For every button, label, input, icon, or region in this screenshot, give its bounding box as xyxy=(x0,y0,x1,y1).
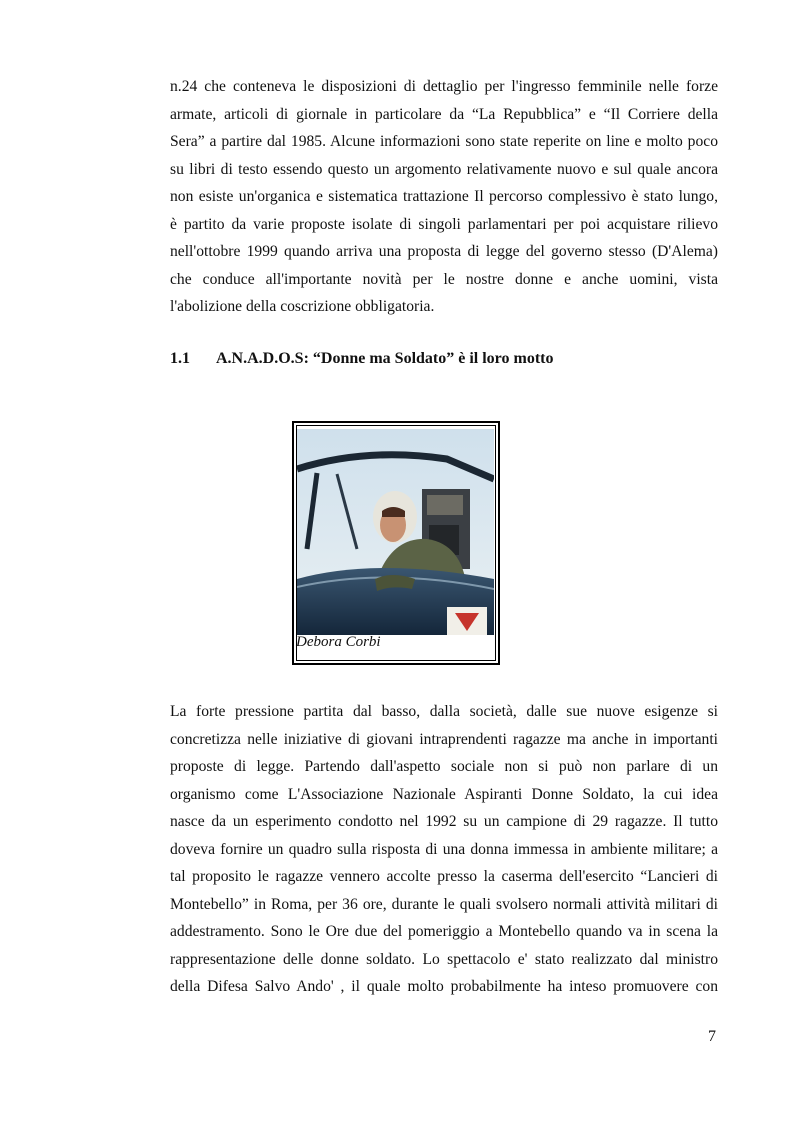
paragraph-line: concretizza nelle iniziative di giovani intraprendenti ragazze ma anche in importanti xyxy=(170,730,718,748)
paragraph-line: è partito da varie proposte isolate di singoli parlamentari per poi acquistare rilievo xyxy=(170,215,718,233)
body-paragraph xyxy=(170,698,718,1001)
paragraph-line: rappresentazione delle donne soldato. Lo spettacolo e' stato realizzato dal ministro xyxy=(170,950,718,968)
intro-paragraph xyxy=(170,73,718,321)
paragraph-line: n.24 che conteneva le disposizioni di dettaglio per l'ingresso femminile nelle forze xyxy=(170,78,718,95)
paragraph-line: Montebello” in Roma, per 36 ore, durante le quali svolsero normali attività militari di xyxy=(170,895,718,913)
paragraph-line: addestramento. Sono le Ore due del pomeriggio a Montebello quando va in scena la xyxy=(170,923,718,940)
section-heading xyxy=(170,350,553,368)
paragraph-line: della Difesa Salvo Ando' , il quale molto probabilmente ha inteso promuovere con xyxy=(170,978,718,995)
paragraph-line: non esiste un'organica e sistematica trattazione Il percorso complessivo è stato lungo, xyxy=(170,188,718,205)
paragraph-line: nell'ottobre 1999 quando arriva una proposta di legge del governo stesso (D'Alema) xyxy=(170,243,718,260)
paragraph-line: nasce da un esperimento condotto nel 1992 su un campione di 29 ragazze. Il tutto xyxy=(170,813,718,830)
paragraph-line: proposte di legge. Partendo dall'aspetto sociale non si può non parlare di un xyxy=(170,758,718,775)
paragraph-line: tal proposito le ragazze vennero accolte presso la caserma dell'esercito “Lancieri di xyxy=(170,868,718,885)
paragraph-line: che conduce all'importante novità per le nostre donne e anche uomini, vista xyxy=(170,270,718,288)
figure-frame xyxy=(292,421,500,665)
pilot-photo xyxy=(297,429,494,635)
section-number: 1.1 xyxy=(170,350,190,367)
paragraph-line: armate, articoli di giornale in particolare da “La Repubblica” e “Il Corriere della xyxy=(170,105,718,123)
figure-caption: Debora Corbi xyxy=(296,634,381,650)
page-number: 7 xyxy=(708,1028,716,1045)
paragraph-line: l'abolizione della coscrizione obbligatoria. xyxy=(170,298,435,315)
paragraph-line: su libri di testo essendo questo un argomento relativamente nuovo e sul quale ancora xyxy=(170,160,718,178)
paragraph-line: La forte pressione partita dal basso, dalla società, dalle sue nuove esigenze si xyxy=(170,703,718,720)
section-title: A.N.A.D.O.S: “Donne ma Soldato” è il loro motto xyxy=(216,350,554,367)
paragraph-line: Sera” a partire dal 1985. Alcune informazioni sono state reperite on line e molto poco xyxy=(170,133,718,150)
paragraph-line: doveva fornire un quadro sulla risposta di una donna immessa in ambiente militare; a xyxy=(170,840,718,858)
paragraph-line: organismo come L'Associazione Nazionale Aspiranti Donne Soldato, la cui idea xyxy=(170,785,718,803)
